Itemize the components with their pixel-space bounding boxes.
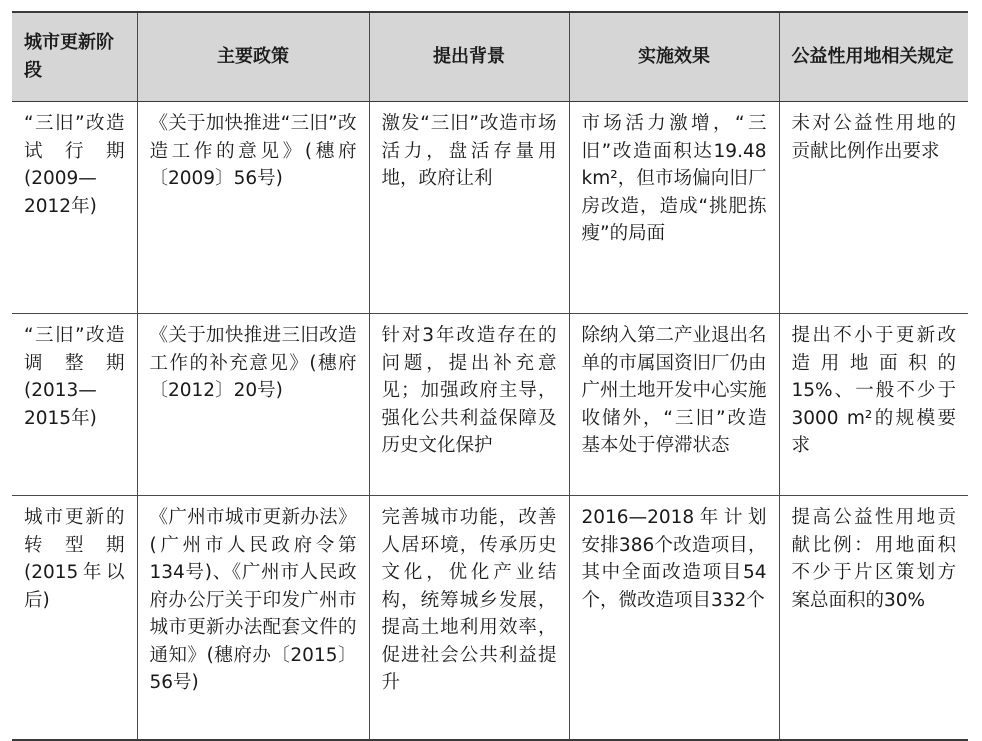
table-row xyxy=(12,314,968,496)
cell-background: 激发“三旧”改造市场活力，盘活存量用地，政府让利 xyxy=(369,102,569,314)
cell-effect: 市场活力激增，“三旧”改造面积达19.48 km²，但市场偏向旧厂房改造，造成“挑肥拣瘦”的局面 xyxy=(569,102,779,314)
cell-rule: 提出不小于更新改造用地面积的15%、一般不少于3000 m²的规模要求 xyxy=(779,314,968,496)
cell-rule: 提高公益性用地贡献比例：用地面积不少于片区策划方案总面积的30% xyxy=(779,496,968,740)
header-rule: 公益性用地相关规定 xyxy=(779,12,968,102)
cell-background: 针对3年改造存在的问题，提出补充意见；加强政府主导，强化公共利益保障及历史文化保护 xyxy=(369,314,569,496)
cell-stage: “三旧”改造调整期(2013—2015年) xyxy=(12,314,137,496)
table-header-row xyxy=(12,12,968,102)
cell-policy: 《关于加快推进三旧改造工作的补充意见》(穗府〔2012〕20号) xyxy=(137,314,369,496)
table-row xyxy=(12,102,968,314)
cell-stage: “三旧”改造试行期(2009—2012年) xyxy=(12,102,137,314)
header-stage: 城市更新阶段 xyxy=(12,12,137,102)
cell-policy: 《广州市城市更新办法》(广州市人民政府令第134号)、《广州市人民政府办公厅关于印发广州市城市更新办法配套文件的通知》(穗府办〔2015〕56号) xyxy=(137,496,369,740)
header-background: 提出背景 xyxy=(369,12,569,102)
cell-effect: 2016—2018年计划安排386个改造项目，其中全面改造项目54个，微改造项目332个 xyxy=(569,496,779,740)
header-effect: 实施效果 xyxy=(569,12,779,102)
urban-renewal-policy-table xyxy=(12,11,968,741)
cell-background: 完善城市功能，改善人居环境，传承历史文化，优化产业结构，统筹城乡发展，提高土地利用效率，促进社会公共利益提升 xyxy=(369,496,569,740)
cell-rule: 未对公益性用地的贡献比例作出要求 xyxy=(779,102,968,314)
cell-policy: 《关于加快推进“三旧”改造工作的意见》(穗府〔2009〕56号) xyxy=(137,102,369,314)
header-policy: 主要政策 xyxy=(137,12,369,102)
cell-stage: 城市更新的转型期(2015年以后) xyxy=(12,496,137,740)
cell-effect: 除纳入第二产业退出名单的市属国资旧厂仍由广州土地开发中心实施收储外，“三旧”改造基本处于停滞状态 xyxy=(569,314,779,496)
table-row xyxy=(12,496,968,740)
